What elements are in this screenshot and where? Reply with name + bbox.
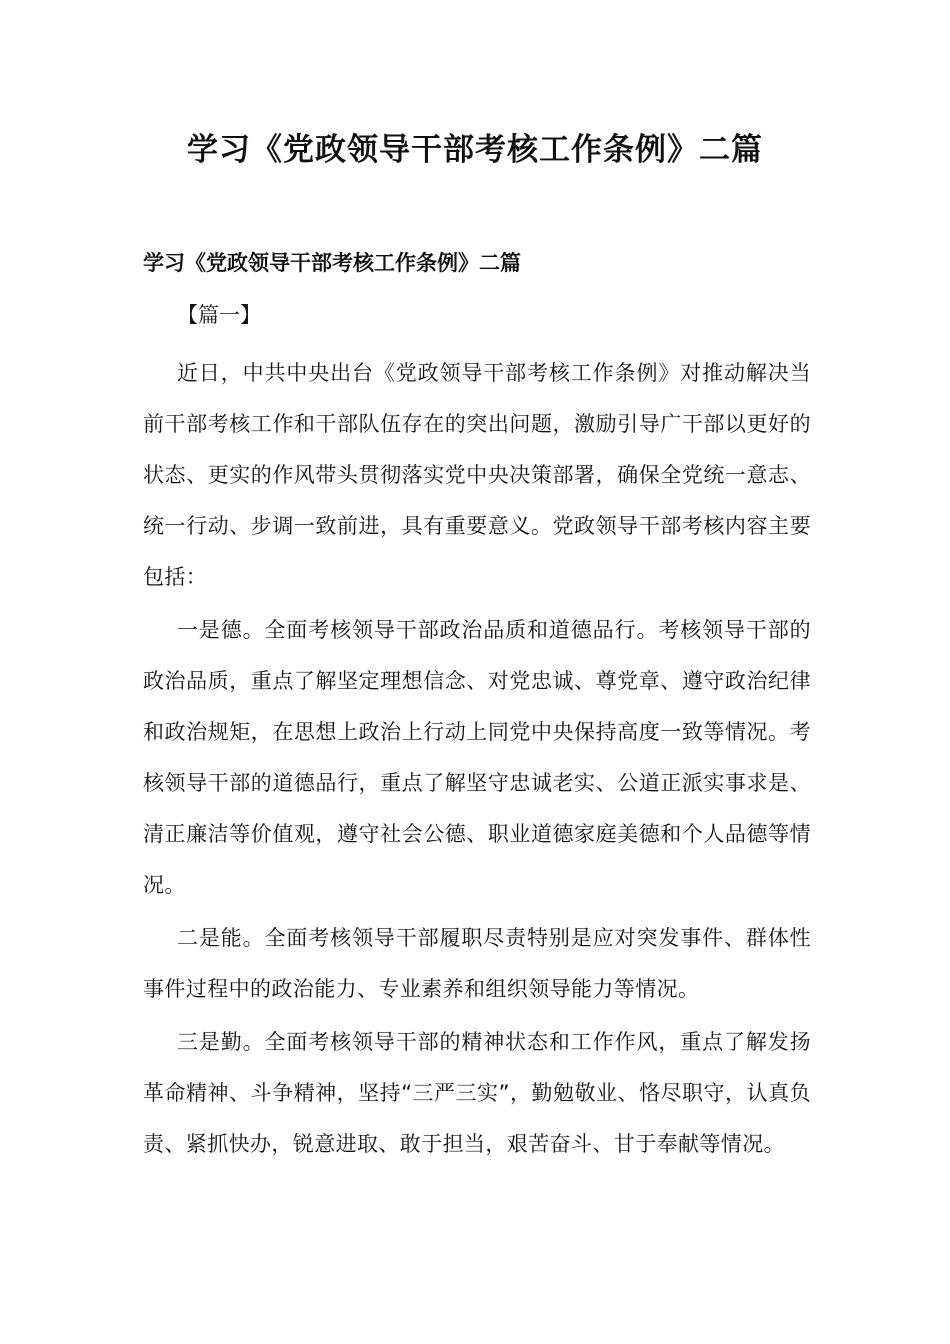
paragraph-de: 一是德。全面考核领导干部政治品质和道德品行。考核领导干部的政治品质，重点了解坚定理想信念、对党忠诚、尊党章、遵守政治纪律和政治规矩，在思想上政治上行动上同党中央保持高度一致等情况。考核领导干部的道德品行，重点了解坚守忠诚老实、公道正派实事求是、清正廉洁等价值观，遵守社会公德、职业道德家庭美德和个人品德等情况。 — [143, 618, 811, 897]
document-subtitle: 学习《党政领导干部考核工作条例》二篇 — [143, 251, 521, 275]
paragraph-qin: 三是勤。全面考核领导干部的精神状态和工作作风，重点了解发扬革命精神、斗争精神，坚持“三严三实”，勤勉敬业、恪尽职守，认真负责、紧抓快办，锐意进取、敢于担当，艰苦奋斗、甘于奉献等情况。 — [143, 1030, 811, 1156]
document-body — [143, 244, 811, 1172]
document-title: 学习《党政领导干部考核工作条例》二篇 — [187, 132, 763, 168]
section-marker: 【篇一】 — [177, 303, 261, 327]
paragraph-neng: 二是能。全面考核领导干部履职尽责特别是应对突发事件、群体性事件过程中的政治能力、专业素养和组织领导能力等情况。 — [143, 926, 811, 1001]
paragraph-intro: 近日，中共中央出台《党政领导干部考核工作条例》对推动解决当前干部考核工作和干部队伍存在的突出问题，激励引导广干部以更好的状态、更实的作风带头贯彻落实党中央决策部署，确保全党统一意志、统一行动、步调一致前进，具有重要意义。党政领导干部考核内容主要包括： — [143, 361, 811, 589]
